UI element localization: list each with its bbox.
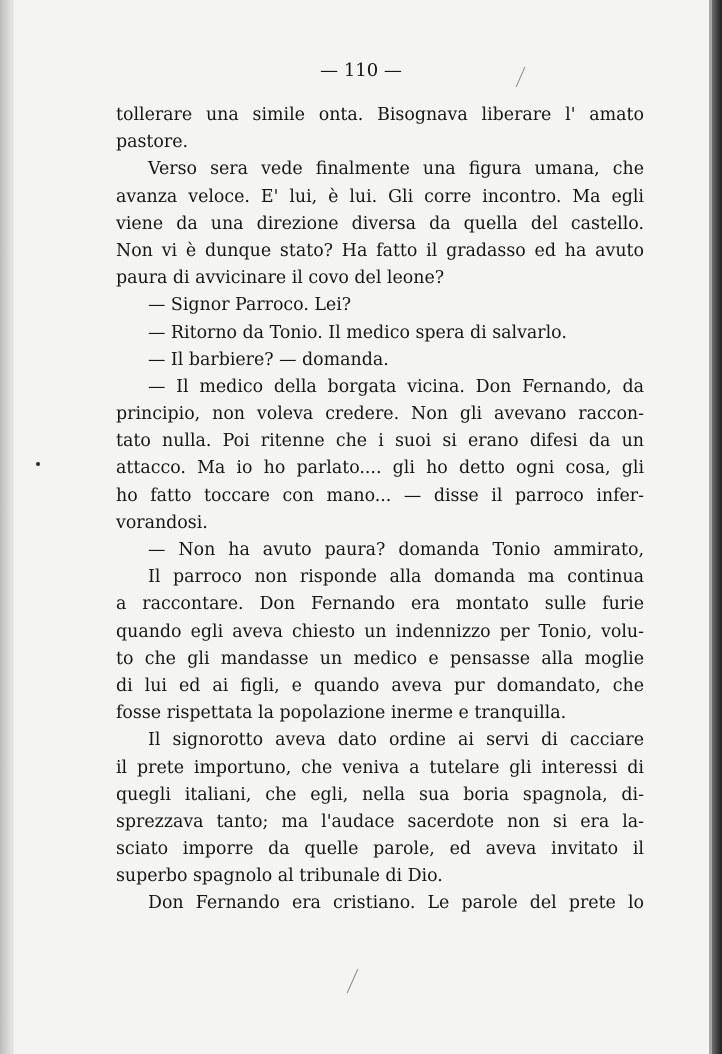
text-line: — Il barbiere? — domanda. [148,349,389,370]
text-line: quegli italiani, che egli, nella sua boria spagnola, di- [116,784,644,805]
text-line: Non vi è dunque stato? Ha fatto il gradasso ed ha avuto [116,240,644,261]
text-line: — Il medico della borgata vicina. Don Fernando, da [148,376,644,397]
text-line: ho fatto toccare con mano... — disse il parroco infer- [116,485,644,506]
text-line: to che gli mandasse un medico e pensasse alla moglie [116,648,644,669]
text-line: il prete importuno, che veniva a tutelare gli interessi di [116,757,644,778]
text-line: di lui ed ai figli, e quando aveva pur domandato, che [116,675,644,696]
text-line: superbo spagnolo al tribunale di Dio. [116,866,443,887]
paper-scratch-mark [347,969,358,993]
text-line: sprezzava tanto; ma l'audace sacerdote non si era la- [116,811,644,832]
text-line: sciato imporre da quelle parole, ed aveva invitato il [116,839,644,860]
text-line: tollerare una simile onta. Bisognava liberare l' amato [116,105,644,125]
text-line: a raccontare. Don Fernando era montato sulle furie [116,594,644,615]
page-number: — 110 — [320,60,402,81]
text-line: — Signor Parroco. Lei? [148,295,352,316]
page-gutter-shadow [0,0,14,1054]
text-line: viene da una direzione diversa da quella del castello. [116,213,644,234]
text-line: principio, non voleva credere. Non gli avevano raccon- [116,404,644,425]
text-line: Il signorotto aveva dato ordine ai servi di cacciare [148,730,644,751]
text-line: paura di avvicinare il covo del leone? [116,268,445,289]
text-line: vorandosi. [116,512,208,533]
text-line: tato nulla. Poi ritenne che i suoi si erano difesi da un [116,431,644,452]
margin-speck [36,462,40,466]
text-line: avanza veloce. E' lui, è lui. Gli corre incontro. Ma egli [116,186,644,207]
page-edge-dark [712,0,722,1054]
text-line: Verso sera vede finalmente una figura umana, che [148,159,644,180]
text-line: Il parroco non risponde alla domanda ma continua [148,567,644,588]
text-line: quando egli aveva chiesto un indennizzo per Tonio, volu- [116,621,644,642]
text-line: pastore. [116,132,189,153]
body-text [116,102,644,918]
text-line: fosse rispettata la popolazione inerme e tranquilla. [116,703,567,724]
text-line: Don Fernando era cristiano. Le parole del prete lo [148,893,644,914]
text-line: — Ritorno da Tonio. Il medico spera di salvarlo. [148,322,567,343]
text-line: — Non ha avuto paura? domanda Tonio ammirato, [148,540,644,560]
text-line: attacco. Ma io ho parlato.... gli ho detto ogni cosa, gli [116,458,644,479]
